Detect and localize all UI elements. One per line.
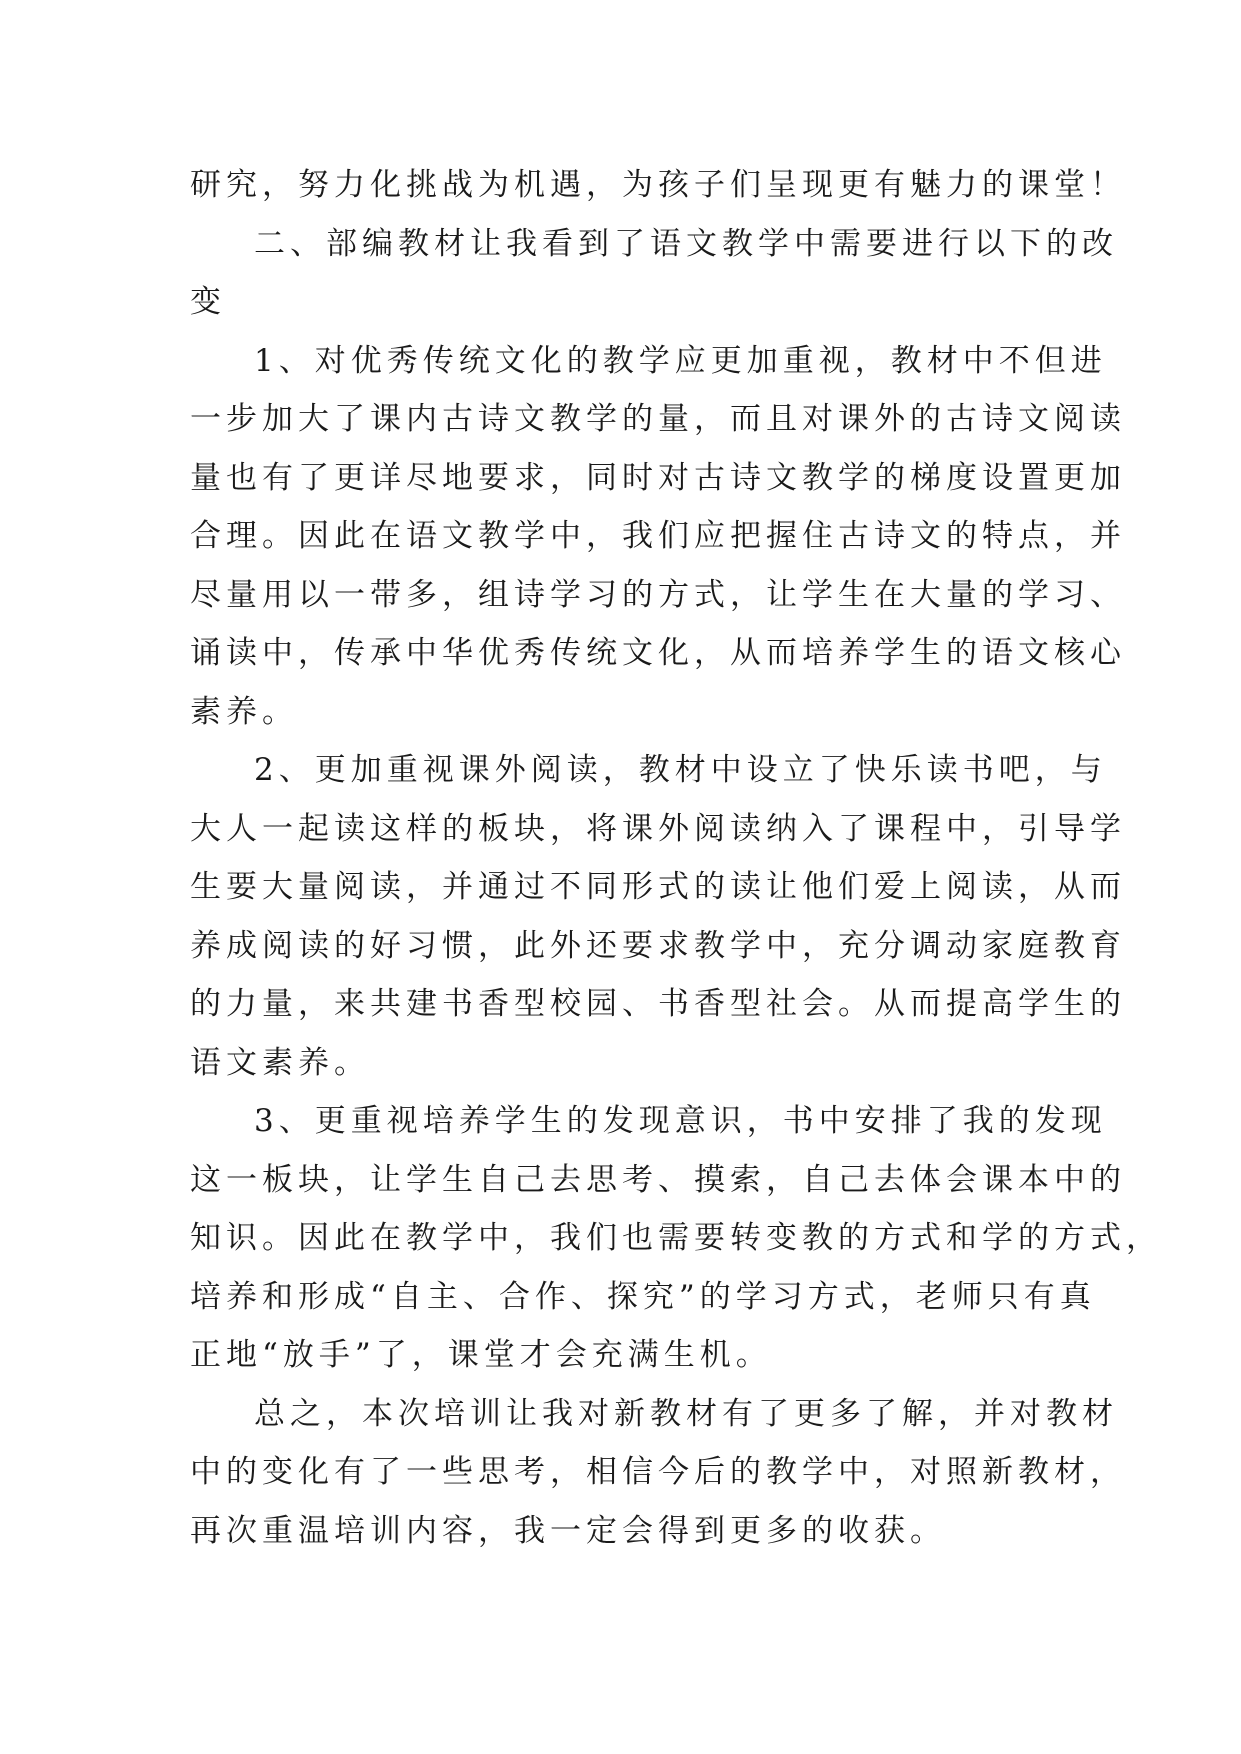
- text-line: 一步加大了课内古诗文教学的量，而且对课外的古诗文阅读: [190, 401, 1126, 437]
- text-line: 量也有了更详尽地要求，同时对古诗文教学的梯度设置更加: [190, 459, 1126, 496]
- text-line: 2、更加重视课外阅读，教材中设立了快乐读书吧，与: [254, 752, 1107, 788]
- text-line: 的力量，来共建书香型校园、书香型社会。从而提高学生的: [190, 986, 1126, 1022]
- text-line: 大人一起读这样的板块，将课外阅读纳入了课程中，引导学: [190, 810, 1126, 847]
- text-line: 诵读中，传承中华优秀传统文化，从而培养学生的语文核心: [190, 635, 1126, 671]
- text-line: 正地“放手”了，课堂才会充满生机。: [190, 1337, 772, 1373]
- text-line: 尽量用以一带多，组诗学习的方式，让学生在大量的学习、: [190, 576, 1126, 613]
- text-line: 变: [190, 284, 226, 320]
- text-line: 3、更重视培养学生的发现意识，书中安排了我的发现: [254, 1103, 1107, 1139]
- text-line: 培养和形成“自主、合作、探究”的学习方式，老师只有真: [190, 1278, 1096, 1315]
- text-line: 生要大量阅读，并通过不同形式的读让他们爱上阅读，从而: [190, 869, 1126, 905]
- paragraph-point-3: [190, 1092, 1162, 1385]
- document-body: [190, 156, 1162, 1560]
- text-line: 养成阅读的好习惯，此外还要求教学中，充分调动家庭教育: [190, 927, 1126, 964]
- paragraph-continuation: [190, 156, 1126, 215]
- text-line: 1、对优秀传统文化的教学应更加重视，教材中不但进: [254, 342, 1107, 379]
- text-line: 知识。因此在教学中，我们也需要转变教的方式和学的方式，: [190, 1220, 1162, 1256]
- paragraph-point-1: [190, 332, 1126, 742]
- paragraph-section-heading: [190, 215, 1118, 332]
- paragraph-point-2: [190, 741, 1126, 1092]
- text-line: 这一板块，让学生自己去思考、摸索，自己去体会课本中的: [190, 1161, 1126, 1198]
- text-line: 二、部编教材让我看到了语文教学中需要进行以下的改: [254, 225, 1118, 262]
- text-line: 中的变化有了一些思考，相信今后的教学中，对照新教材，: [190, 1454, 1126, 1490]
- text-line: 素养。: [190, 693, 298, 730]
- text-line: 语文素养。: [190, 1044, 370, 1081]
- paragraph-conclusion: [190, 1385, 1126, 1561]
- text-line: 研究，努力化挑战为机遇，为孩子们呈现更有魅力的课堂！: [190, 167, 1126, 203]
- text-line: 再次重温培训内容，我一定会得到更多的收获。: [190, 1512, 946, 1549]
- text-line: 总之，本次培训让我对新教材有了更多了解，并对教材: [254, 1395, 1118, 1432]
- text-line: 合理。因此在语文教学中，我们应把握住古诗文的特点，并: [190, 518, 1126, 554]
